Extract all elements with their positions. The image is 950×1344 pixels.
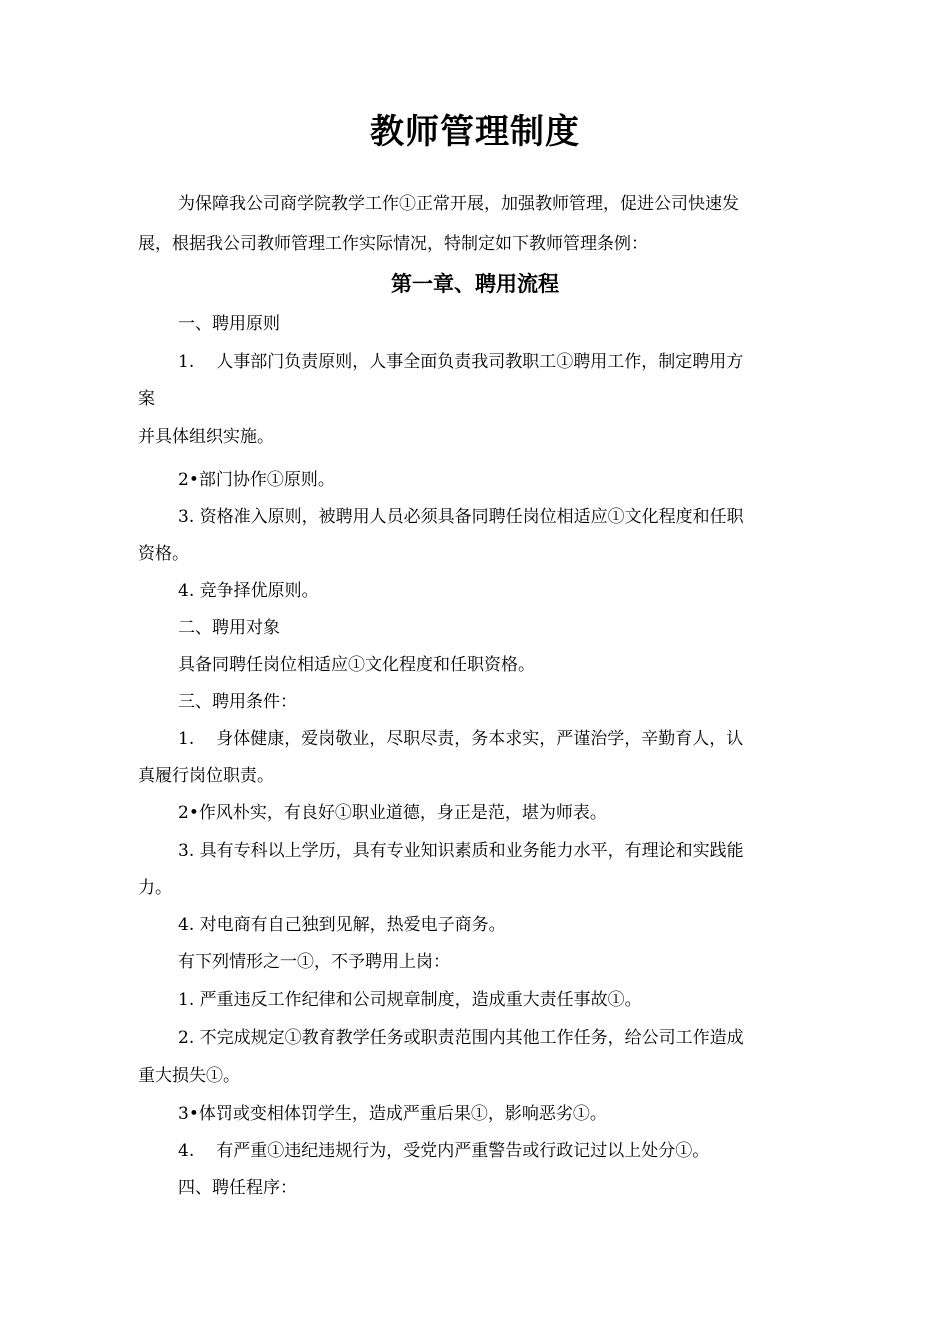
exclusion-3: 3•体罚或变相体罚学生，造成严重后果①，影响恶劣①。 <box>178 1104 607 1124</box>
principle-1-number: 1. <box>178 352 195 372</box>
exclusion-1: 1. 严重违反工作纪律和公司规章制度，造成重大责任事故①。 <box>178 990 642 1010</box>
intro-line-2: 展，根据我公司教师管理工作实际情况，特制定如下教师管理条例： <box>138 234 648 254</box>
condition-3-line-2: 力。 <box>138 878 172 898</box>
exclusion-2-line-1: 2. 不完成规定①教育教学任务或职责范围内其他工作任务，给公司工作造成 <box>178 1028 744 1048</box>
exclusion-4-text: 有严重①违纪违规行为，受党内严重警告或行政记过以上处分①。 <box>216 1141 710 1161</box>
condition-1-text: 身体健康，爱岗敬业，尽职尽责，务本求实，严谨治学，辛勤育人，认 <box>216 729 744 749</box>
section-2-title: 二、聘用对象 <box>178 618 280 638</box>
section-4-title: 四、聘任程序： <box>178 1178 297 1198</box>
document-title: 教师管理制度 <box>370 112 580 152</box>
condition-2: 2•作风朴实，有良好①职业道德，身正是范，堪为师表。 <box>178 803 607 823</box>
exclusion-4-number: 4. <box>178 1141 195 1161</box>
exclusion-title: 有下列情形之一①，不予聘用上岗： <box>178 952 450 972</box>
principle-3-line-1: 3. 资格准入原则，被聘用人员必须具备同聘任岗位相适应①文化程度和任职 <box>178 507 744 527</box>
principle-4: 4. 竞争择优原则。 <box>178 581 319 601</box>
condition-3-line-1: 3. 具有专科以上学历，具有专业知识素质和业务能力水平，有理论和实践能 <box>178 841 744 861</box>
condition-1-line-1 <box>178 725 814 753</box>
exclusion-2-line-2: 重大损失①。 <box>138 1066 240 1086</box>
principle-1-line-2: 案 <box>138 389 155 409</box>
section-1-title: 一、聘用原则 <box>178 314 280 334</box>
chapter-heading: 第一章、聘用流程 <box>391 272 559 296</box>
principle-1-line-1 <box>178 348 814 376</box>
principle-1-text: 人事部门负责原则，人事全面负责我司教职工①聘用工作，制定聘用方 <box>216 352 744 372</box>
principle-3-line-2: 资格。 <box>138 544 189 564</box>
principle-1-line-3: 并具体组织实施。 <box>138 427 274 447</box>
exclusion-4 <box>178 1137 814 1165</box>
intro-line-1: 为保障我公司商学院教学工作①正常开展，加强教师管理，促进公司快速发 <box>178 194 739 214</box>
section-2-text: 具备同聘任岗位相适应①文化程度和任职资格。 <box>178 655 535 675</box>
principle-2: 2•部门协作①原则。 <box>178 470 335 490</box>
section-3-title: 三、聘用条件： <box>178 692 297 712</box>
condition-1-line-2: 真履行岗位职责。 <box>138 766 274 786</box>
condition-4: 4. 对电商有自己独到见解，热爱电子商务。 <box>178 915 506 935</box>
condition-1-number: 1. <box>178 729 195 749</box>
